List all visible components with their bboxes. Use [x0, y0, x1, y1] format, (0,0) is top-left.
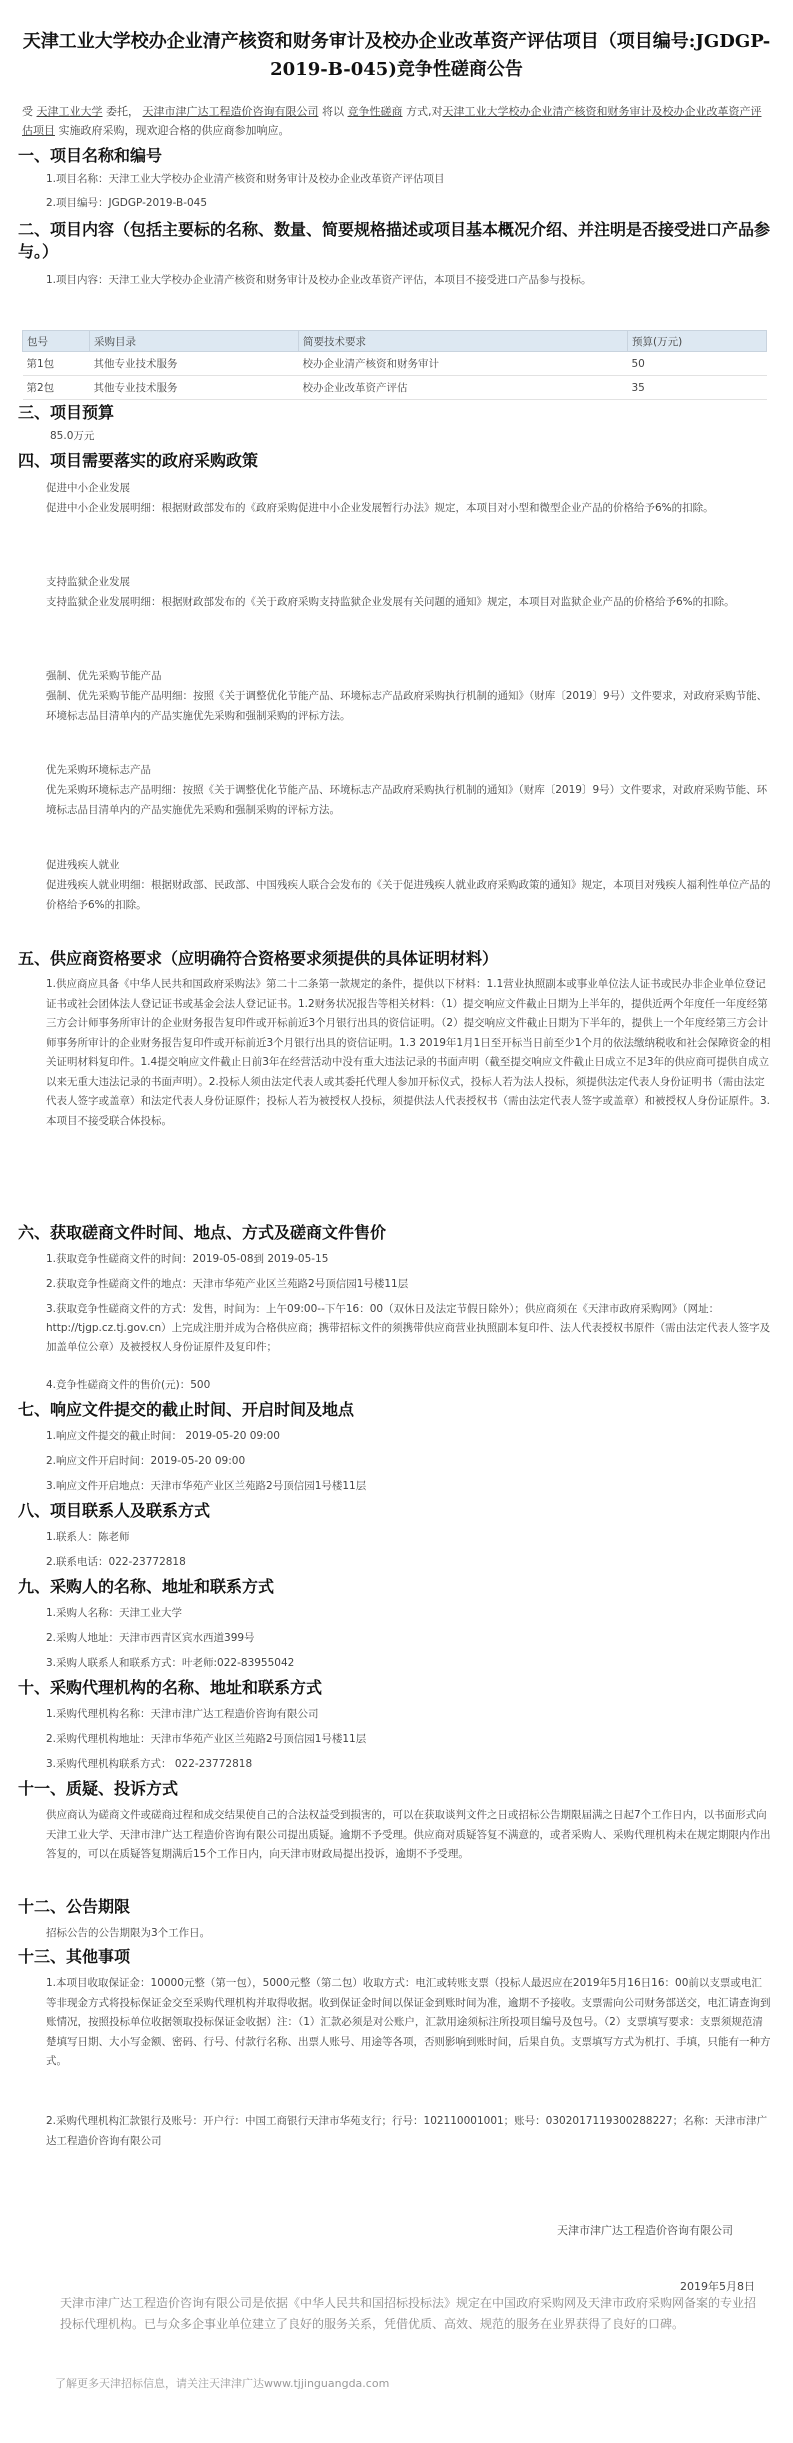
s6-line-3: 3.获取竞争性磋商文件的方式：发售，时间为：上午09:00--下午16：00（双休日及法定节假日除外）；供应商须在《天津市政府采购网》（网址：http://tjgp.cz.tj.gov.cn）上完成注册并成为合格供应商；携带招标文件的须携带供应商营业执照副本复印件、法人代表授权书原件（需由法定代表人签字及加盖单位公章）及被授权人身份证原件及复印件； — [46, 1303, 771, 1353]
section-11-heading: 十一、质疑、投诉方式 — [18, 1779, 179, 1798]
announcement-date: 2019年5月8日 — [680, 2280, 755, 2293]
page-title: 天津工业大学校办企业清产核资和财务审计及校办企业改革资产评估项目（项目编号:JGDGP-2019-B-045)竞争性磋商公告 — [22, 31, 771, 80]
buyer-name: 天津工业大学 — [36, 105, 103, 118]
section-1-heading: 一、项目名称和编号 — [18, 146, 163, 165]
section-10-heading: 十、采购代理机构的名称、地址和联系方式 — [18, 1678, 323, 1697]
table-row: 第1包 其他专业技术服务 校办企业清产核资和财务审计 50 — [23, 352, 767, 376]
s8-line-2: 2.联系电话：022-23772818 — [46, 1556, 186, 1568]
qualification-text: 1.供应商应具备《中华人民共和国政府采购法》第二十二条第一款规定的条件，提供以下材料：1.1营业执照副本或事业单位法人证书或民办非企业单位登记证书或社会团体法人登记证书或基金会法人登记证书。1.2财务状况报告等相关材料：（1）提交响应文件截止日期为上半年的，提供近两个年度任一年度经第三方会计师事务所审计的企业财务报告复印件或开标前近3个月银行出具的资信证明。（2）提交响应文件截止日期为下半年的，提供上一个年度经第三方会计师事务所审计的企业财务报告复印件或开标前近3个月银行出具的资信证明。1.3 2019年1月1日至开标当日前至少1个月的依法缴纳税收和社会保障资金的相关证明材料复印件。1.4提交响应文件截止日前3年在经营活动中没有重大违法记录的书面声明（截至提交响应文件截止日成立不足3年的供应商可提供自成立以来无重大违法记录的书面声明）。2.投标人须由法定代表人或其委托代理人参加开标仪式，投标人若为法人投标，须提供法定代表人身份证明书（需由法定代表人签字或盖章）和法定代表人身份证原件；投标人若为被授权人投标，须提供法人代表授权书（需由法定代表人签字或盖章）和被授权人身份证原件。3.本项目不接受联合体投标。 — [46, 978, 771, 1127]
project-name: 天津工业大学校办企业清产核资和财务审计及校办企业改革资产评估项目 — [22, 105, 762, 137]
s7-line-1: 1.响应文件提交的截止时间： 2019-05-20 09:00 — [46, 1430, 280, 1442]
section-8-heading: 八、项目联系人及联系方式 — [18, 1501, 211, 1520]
s10-line-2: 2.采购代理机构地址：天津市华苑产业区兰苑路2号顶信园1号楼11层 — [46, 1733, 367, 1745]
package-table — [22, 330, 767, 400]
s9-line-2: 2.采购人地址：天津市西青区宾水西道399号 — [46, 1632, 255, 1644]
s1-line-2: 2.项目编号：JGDGP-2019-B-045 — [46, 197, 208, 209]
table-header-row — [23, 331, 767, 352]
section-4-heading: 四、项目需要落实的政府采购政策 — [18, 451, 259, 470]
s7-line-3: 3.响应文件开启地点：天津市华苑产业区兰苑路2号顶信园1号楼11层 — [46, 1480, 367, 1492]
section-2-heading: 二、项目内容（包括主要标的名称、数量、简要规格描述或项目基本概况介绍、并注明是否接受进口产品参与。） — [18, 220, 771, 261]
s8-line-1: 1.联系人：陈老师 — [46, 1531, 130, 1543]
s7-line-2: 2.响应文件开启时间：2019-05-20 09:00 — [46, 1455, 246, 1467]
notice-period: 招标公告的公告期限为3个工作日。 — [46, 1927, 211, 1939]
col-catalog: 采购目录 — [90, 331, 299, 352]
intro-paragraph: 受 天津工业大学 委托， 天津市津广达工程造价咨询有限公司 将以 竞争性磋商 方式,对天津工业大学校办企业清产核资和财务审计及校办企业改革资产评估项目 实施政府采购，现欢迎合格的供应商参加响应。 — [22, 105, 762, 137]
budget-amount: 85.0万元 — [50, 430, 95, 442]
procurement-method: 竞争性磋商 — [347, 105, 403, 118]
policy-env: 优先采购环境标志产品 优先采购环境标志产品明细：按照《关于调整优化节能产品、环境标志产品政府采购执行机制的通知》（财库〔2019〕9号）文件要求，对政府采购节能、环境标志品目清单内的产品实施优先采购和强制采购的评标方法。 — [46, 764, 768, 816]
s9-line-3: 3.采购人联系人和联系方式：叶老师:022-83955042 — [46, 1657, 295, 1669]
policy-prison: 支持监狱企业发展 支持监狱企业发展明细：根据财政部发布的《关于政府采购支持监狱企业发展有关问题的通知》规定，本项目对监狱企业产品的价格给予6%的扣除。 — [46, 576, 735, 608]
s9-line-1: 1.采购人名称：天津工业大学 — [46, 1607, 183, 1619]
s10-line-1: 1.采购代理机构名称：天津市津广达工程造价咨询有限公司 — [46, 1708, 319, 1720]
deposit-text: 1.本项目收取保证金：10000元整（第一包），5000元整（第二包）收取方式：电汇或转账支票（投标人最迟应在2019年5月16日16：00前以支票或电汇等非现金方式将投标保证金交至采购代理机构并取得收据。收到保证金时间以保证金到账时间为准，逾期不予接收。支票需向公司财务部送交，电汇请查询到账情况，按照投标单位收据领取投标保证金收据）注：（1）汇款必须是对公账户，汇款用途须标注所投项目编号及包号。（2）支票填写要求：支票须规范清楚填写日期、大小写金额、密码、行号、付款行名称、出票人账号、用途等各项，否则影响到账时间，后果自负。支票填写方式为机打、手填，只能有一种方式。 — [46, 1977, 771, 2067]
col-budget: 预算(万元) — [628, 331, 767, 352]
s6-line-4: 4.竞争性磋商文件的售价(元)：500 — [46, 1379, 211, 1391]
s10-line-3: 3.采购代理机构联系方式： 022-23772818 — [46, 1758, 253, 1770]
section-6-heading: 六、获取磋商文件时间、地点、方式及磋商文件售价 — [18, 1223, 387, 1242]
section-5-heading: 五、供应商资格要求（应明确符合资格要求须提供的具体证明材料） — [18, 949, 499, 968]
s6-line-2: 2.获取竞争性磋商文件的地点：天津市华苑产业区兰苑路2号顶信园1号楼11层 — [46, 1278, 409, 1290]
col-package: 包号 — [23, 331, 90, 352]
s1-line-1: 1.项目名称：天津工业大学校办企业清产核资和财务审计及校办企业改革资产评估项目 — [46, 173, 445, 185]
section-3-heading: 三、项目预算 — [18, 403, 115, 422]
section-7-heading: 七、响应文件提交的截止时间、开启时间及地点 — [18, 1400, 355, 1419]
follow-link[interactable]: 了解更多天津招标信息，请关注天津津广达www.tjjinguangda.com — [55, 2377, 390, 2390]
section-9-heading: 九、采购人的名称、地址和联系方式 — [18, 1577, 275, 1596]
s2-content: 1.项目内容：天津工业大学校办企业清产核资和财务审计及校办企业改革资产评估，本项目不接受进口产品参与投标。 — [46, 274, 592, 286]
section-13-heading: 十三、其他事项 — [18, 1947, 131, 1966]
table-row: 第2包 其他专业技术服务 校办企业改革资产评估 35 — [23, 376, 767, 400]
company-description: 天津市津广达工程造价咨询有限公司是依据《中华人民共和国招标投标法》规定在中国政府采购网及天津市政府采购网备案的专业招投标代理机构。已与众多企事业单位建立了良好的服务关系，凭借优质、高效、规范的服务在业界获得了良好的口碑。 — [60, 2296, 757, 2331]
policy-energy: 强制、优先采购节能产品 强制、优先采购节能产品明细：按照《关于调整优化节能产品、环境标志产品政府采购执行机制的通知》（财库〔2019〕9号）文件要求，对政府采购节能、环境标志品目清单内的产品实施优先采购和强制采购的评标方法。 — [46, 670, 768, 722]
signature-company: 天津市津广达工程造价咨询有限公司 — [557, 2224, 733, 2237]
section-12-heading: 十二、公告期限 — [18, 1897, 131, 1916]
bank-info-text: 2.采购代理机构汇款银行及账号：开户行：中国工商银行天津市华苑支行；行号：102110001001；账号：0302017119300288227；名称：天津市津广达工程造价咨询有限公司 — [46, 2115, 768, 2147]
complaint-text: 供应商认为磋商文件或磋商过程和成交结果使自己的合法权益受到损害的，可以在获取谈判文件之日或招标公告期限届满之日起7个工作日内，以书面形式向天津工业大学、天津市津广达工程造价咨询有限公司提出质疑。逾期不予受理。供应商对质疑答复不满意的，或者采购人、采购代理机构未在规定期限内作出答复的，可以在质疑答复期满后15个工作日内，向天津市财政局提出投诉，逾期不予受理。 — [46, 1809, 771, 1860]
policy-disabled: 促进残疾人就业 促进残疾人就业明细：根据财政部、民政部、中国残疾人联合会发布的《关于促进残疾人就业政府采购政策的通知》规定，本项目对残疾人福利性单位产品的价格给予6%的扣除。 — [46, 859, 771, 911]
policy-sme: 促进中小企业发展 促进中小企业发展明细：根据财政部发布的《政府采购促进中小企业发展暂行办法》规定，本项目对小型和微型企业产品的价格给予6%的扣除。 — [46, 482, 714, 514]
s6-line-1: 1.获取竞争性磋商文件的时间：2019-05-08到 2019-05-15 — [46, 1253, 329, 1265]
agency-name: 天津市津广达工程造价咨询有限公司 — [142, 105, 319, 118]
col-requirement: 简要技术要求 — [299, 331, 628, 352]
